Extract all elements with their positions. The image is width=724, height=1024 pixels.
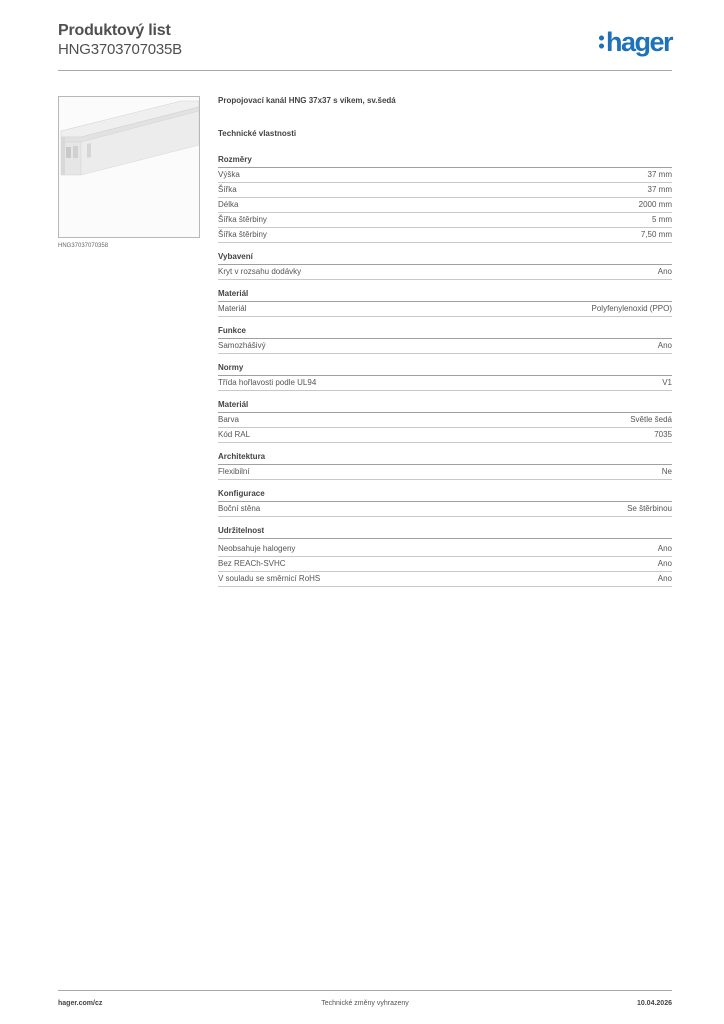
spec-row xyxy=(218,302,672,317)
spec-label: Šířka xyxy=(218,185,237,194)
section-sustainability xyxy=(218,526,672,587)
spec-label: Délka xyxy=(218,200,239,209)
spec-row xyxy=(218,168,672,183)
product-details xyxy=(218,96,672,596)
spec-value: Ano xyxy=(657,544,672,553)
spec-row xyxy=(218,198,672,213)
cable-duct-icon xyxy=(59,97,199,237)
spec-label: Šířka štěrbiny xyxy=(218,215,267,224)
spec-label: V souladu se směrnicí RoHS xyxy=(218,574,321,583)
section-title: Normy xyxy=(218,363,672,376)
spec-label: Výška xyxy=(218,170,240,179)
section-title: Vybavení xyxy=(218,252,672,265)
spec-row xyxy=(218,265,672,280)
spec-label: Kód RAL xyxy=(218,430,251,439)
spec-label: Třída hořlavosti podle UL94 xyxy=(218,378,317,387)
product-code: HNG3703707035B xyxy=(58,41,182,58)
spec-row xyxy=(218,542,672,557)
section-material-color xyxy=(218,400,672,443)
spec-label: Boční stěna xyxy=(218,504,261,513)
spec-value: 37 mm xyxy=(647,170,672,179)
technical-properties-heading: Technické vlastnosti xyxy=(218,129,297,138)
spec-row xyxy=(218,413,672,428)
spec-label: Šířka štěrbiny xyxy=(218,230,267,239)
section-configuration xyxy=(218,489,672,517)
footer-website-link[interactable]: hager.com/cz xyxy=(58,1000,103,1007)
section-title: Udržitelnost xyxy=(218,526,672,539)
logo-text: hager xyxy=(605,27,672,57)
spec-value: Polyfenylenoxid (PPO) xyxy=(591,304,672,313)
spec-row xyxy=(218,183,672,198)
page-header xyxy=(58,22,672,66)
section-material xyxy=(218,289,672,317)
section-dimensions xyxy=(218,155,672,243)
spec-value: Se štěrbinou xyxy=(627,504,672,513)
spec-row xyxy=(218,557,672,572)
spec-value: Ano xyxy=(657,574,672,583)
section-function xyxy=(218,326,672,354)
section-title: Materiál xyxy=(218,400,672,413)
section-standards xyxy=(218,363,672,391)
spec-value: 7035 xyxy=(654,430,672,439)
hager-logo xyxy=(599,27,672,58)
page-title: Produktový list xyxy=(58,22,171,39)
spec-value: 2000 mm xyxy=(638,200,672,209)
spec-row xyxy=(218,502,672,517)
spec-row xyxy=(218,228,672,243)
logo-dots-icon xyxy=(599,35,604,49)
spec-value: 5 mm xyxy=(652,215,672,224)
product-image xyxy=(58,96,200,238)
spec-label: Barva xyxy=(218,415,239,424)
spec-row xyxy=(218,213,672,228)
spec-label: Neobsahuje halogeny xyxy=(218,544,296,553)
spec-row xyxy=(218,572,672,587)
spec-label: Samozhášivý xyxy=(218,341,266,350)
section-equipment xyxy=(218,252,672,280)
spec-label: Flexibilní xyxy=(218,467,250,476)
spec-row xyxy=(218,376,672,391)
section-title: Konfigurace xyxy=(218,489,672,502)
section-title: Funkce xyxy=(218,326,672,339)
product-name: Propojovací kanál HNG 37x37 s víkem, sv.šedá xyxy=(218,96,396,105)
spec-row xyxy=(218,339,672,354)
spec-value: V1 xyxy=(662,378,672,387)
spec-value: Ne xyxy=(661,467,672,476)
page-footer xyxy=(58,990,672,1014)
spec-label: Materiál xyxy=(218,304,247,313)
section-title: Rozměry xyxy=(218,155,672,168)
footer-note: Technické změny vyhrazeny xyxy=(321,1000,409,1007)
spec-value: Ano xyxy=(657,341,672,350)
header-divider xyxy=(58,70,672,71)
spec-value: 37 mm xyxy=(647,185,672,194)
spec-label: Bez REACh-SVHC xyxy=(218,559,286,568)
spec-row xyxy=(218,428,672,443)
section-title: Architektura xyxy=(218,452,672,465)
spec-value: Ano xyxy=(657,267,672,276)
spec-value: 7,50 mm xyxy=(640,230,672,239)
spec-value: Světle šedá xyxy=(630,415,672,424)
image-caption: HNG37037070358 xyxy=(58,243,109,249)
spec-value: Ano xyxy=(657,559,672,568)
footer-date: 10.04.2026 xyxy=(636,1000,672,1007)
section-title: Materiál xyxy=(218,289,672,302)
spec-row xyxy=(218,465,672,480)
spec-label: Kryt v rozsahu dodávky xyxy=(218,267,302,276)
section-architecture xyxy=(218,452,672,480)
